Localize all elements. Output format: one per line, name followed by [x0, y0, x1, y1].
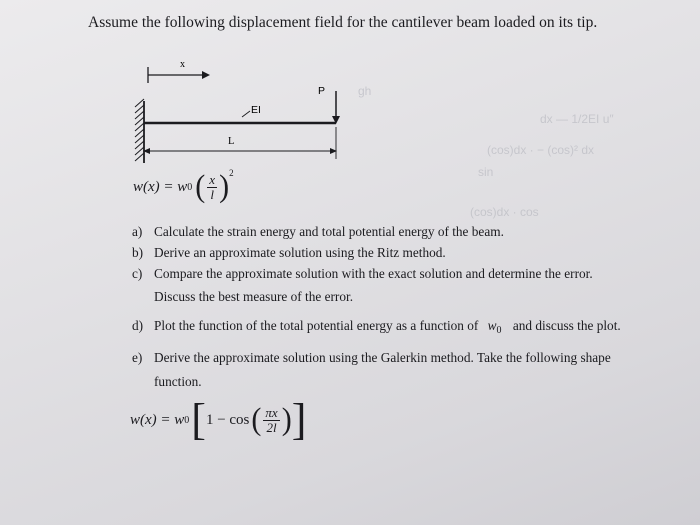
item-e-text: Derive the approximate solution using the Galerkin method. Take the following shape [154, 350, 611, 365]
length-label: L [228, 136, 235, 147]
item-a-text: Calculate the strain energy and total potential energy of the beam. [154, 224, 504, 239]
eq2-lhs: w(x) = w [130, 411, 185, 428]
displacement-equation [133, 168, 234, 204]
length-dimension [143, 127, 337, 159]
bleed-text-5: (cos)dx · cos [470, 205, 539, 219]
item-a [132, 224, 504, 240]
eq2-numerator: πx [265, 404, 278, 420]
problem-title: Assume the following displacement field for the cantilever beam loaded on its tip. [88, 14, 598, 31]
stiffness-label: EI [251, 104, 261, 116]
cantilever-beam-diagram [120, 55, 360, 175]
shape-function-equation [130, 395, 307, 444]
x-axis-label: x [180, 59, 185, 70]
eq2-one-minus-cos: 1 − cos [205, 411, 250, 428]
item-c-text: Compare the approximate solution with the exact solution and determine the error. [154, 266, 593, 281]
eq2-denominator: 2l [263, 420, 279, 435]
eq2-close-paren: ) [281, 402, 292, 437]
item-c [132, 266, 593, 282]
eq1-lhs: w(x) = w [133, 178, 188, 195]
item-d [132, 318, 621, 336]
eq2-subscript: 0 [184, 414, 190, 426]
item-e-label: e) [132, 350, 143, 365]
tip-load-arrow [332, 91, 340, 124]
eq1-denominator: l [207, 187, 217, 202]
item-b [132, 245, 446, 261]
item-e-continuation: function. [154, 374, 202, 389]
item-b-label: b) [132, 245, 144, 260]
load-label: P [318, 85, 326, 97]
item-c-label: c) [132, 266, 143, 281]
item-d-text-before: Plot the function of the total potential energy as a function of [154, 318, 479, 333]
bleed-text-4: sin [478, 165, 494, 179]
eq1-open-paren: ( [195, 169, 206, 204]
item-a-label: a) [132, 224, 143, 239]
bleed-text-2: dx — 1/2EI u″ [540, 112, 614, 126]
eq1-fraction [207, 173, 217, 201]
item-d-text-after: and discuss the plot. [512, 318, 621, 333]
eq2-close-bracket: ] [291, 395, 307, 444]
item-d-label: d) [132, 318, 144, 333]
eq2-open-bracket: [ [191, 395, 206, 444]
eq1-subscript: 0 [187, 181, 193, 193]
item-c-continuation: Discuss the best measure of the error. [154, 289, 354, 304]
bleed-text-3: (cos)dx · − (cos)² dx [487, 143, 595, 157]
eq2-open-paren: ( [251, 402, 262, 437]
item-d-symbol: w [487, 318, 497, 333]
item-b-text: Derive an approximate solution using the Ritz method. [154, 245, 446, 260]
eq1-numerator: x [209, 171, 216, 187]
bleed-text-1: gh [358, 84, 372, 98]
fixed-wall-support [135, 99, 144, 163]
item-d-symbol-sub: 0 [496, 325, 502, 336]
eq1-exponent: 2 [229, 168, 234, 178]
eq1-close-paren: ) [219, 169, 230, 204]
x-axis-arrow [148, 67, 210, 83]
eq2-fraction [263, 406, 279, 434]
item-e [132, 350, 611, 366]
